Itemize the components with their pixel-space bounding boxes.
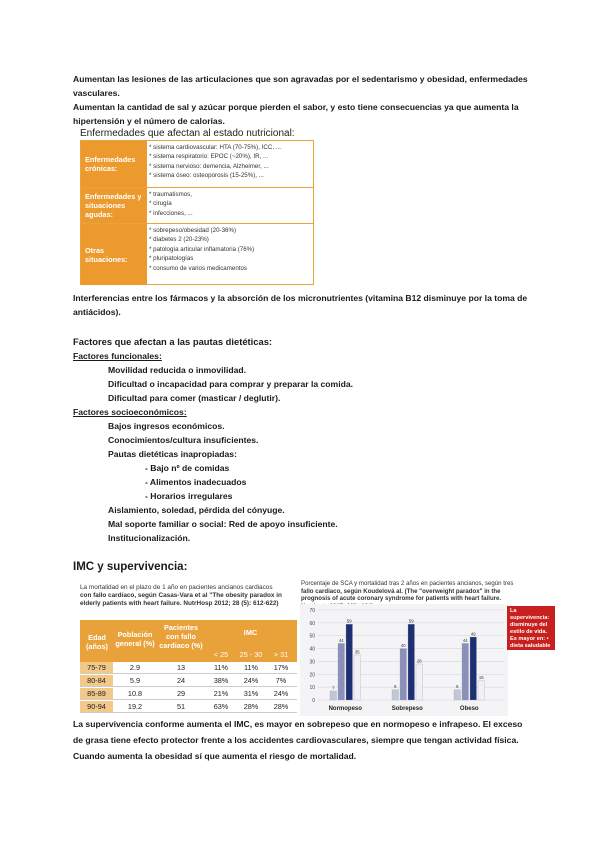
imc-cell: 19.2 bbox=[127, 702, 143, 711]
chart-bar bbox=[416, 664, 423, 700]
intro-line-4: hipertensión y el número de calorías. bbox=[73, 116, 225, 126]
imc-cell-age: 75-79 bbox=[80, 662, 113, 673]
chart-ytick-label: 40 bbox=[309, 646, 315, 653]
chart-bar bbox=[470, 637, 477, 700]
intro-line-3: Aumentan la cantidad de sal y azúcar porque pierden el sabor, y esto tiene consecuencias ya que aumenta la bbox=[73, 102, 519, 112]
chart-title-line: prognosis of acute coronary syndrome for patients with heart failure. bbox=[301, 595, 502, 602]
nutrition-item: * sistema respiratorio: EPOC (~20%), IR, ... bbox=[149, 153, 269, 161]
chart-title-line: fallo cardiaco, según Koudelová al. (The "overweight paradox" in the bbox=[301, 587, 501, 595]
nutrition-table-title: Enfermedades que afectan al estado nutricional: bbox=[80, 128, 295, 139]
nutrition-item: * infecciones, ... bbox=[149, 209, 193, 217]
interference-line-1: Interferencias entre los fármacos y la absorción de los micronutrientes (vitamina B12 disminuye por la toma de bbox=[73, 293, 528, 303]
functional-item: Movilidad reducida o inmovilidad. bbox=[108, 365, 246, 375]
imc-bar-chart bbox=[300, 604, 508, 716]
chart-bar bbox=[478, 681, 485, 700]
imc-cell: 28% bbox=[243, 702, 259, 711]
chart-category-label: Sobrepeso bbox=[391, 706, 423, 712]
imc-cell: 11% bbox=[243, 663, 259, 672]
chart-bar bbox=[400, 649, 407, 700]
imc-cell: 17% bbox=[273, 663, 289, 672]
chart-bar bbox=[454, 690, 461, 700]
imc-row bbox=[80, 688, 297, 700]
closing-line-3: Cuando aumenta la obesidad sí que aumenta el riesgo de mortalidad. bbox=[73, 751, 357, 761]
imc-row bbox=[80, 701, 297, 713]
imc-table-header bbox=[80, 620, 297, 662]
chart-data-label: 49 bbox=[470, 631, 476, 637]
imc-row bbox=[80, 662, 297, 674]
chart-data-label: 40 bbox=[400, 643, 406, 649]
chart-data-label: 44 bbox=[462, 637, 468, 643]
imc-cell: 13 bbox=[176, 663, 186, 672]
chart-ytick-label: 0 bbox=[312, 698, 315, 704]
imc-cell-age: 80-84 bbox=[80, 675, 113, 686]
nutrition-item: * cirugía bbox=[149, 200, 172, 208]
chart-title-line: Porcentaje de SCA y mortalidad tras 2 años en pacientes ancianos, según tres bbox=[301, 580, 514, 587]
functional-label-text: Factores funcionales bbox=[73, 351, 159, 361]
nutrition-row-other bbox=[81, 223, 313, 285]
chart-bar bbox=[338, 643, 345, 700]
imc-cell: 5.9 bbox=[129, 676, 141, 685]
chart-ytick-label: 30 bbox=[309, 659, 315, 666]
nutrition-category: Otras situaciones: bbox=[81, 224, 147, 285]
socio-item: Bajos ingresos económicos. bbox=[108, 421, 225, 431]
chart-bar bbox=[330, 691, 337, 700]
chart-data-label: 59 bbox=[346, 618, 352, 624]
imc-cell: 10.8 bbox=[127, 689, 143, 698]
imc-cell: 31% bbox=[243, 689, 259, 698]
nutrition-item: * sobrepeso/obesidad (20-36%) bbox=[149, 227, 237, 234]
nutrition-item: * consumo de varios medicamentos bbox=[149, 264, 248, 272]
survival-note-box: La supervivencia: disminuye del estilo de vida. Es mayor en: • dieta saludable • actividad física bbox=[507, 606, 555, 650]
imc-header-c3: > 31 bbox=[273, 650, 289, 659]
imc-cell: 51 bbox=[176, 702, 186, 711]
socio-sub-item: - Horarios irregulares bbox=[145, 491, 233, 501]
socio-sub-item: - Bajo nº de comidas bbox=[145, 463, 230, 473]
imc-cell: 21% bbox=[213, 689, 229, 698]
intro-line-2: vasculares. bbox=[73, 88, 120, 98]
interference-line-2: antiácidos). bbox=[73, 307, 121, 317]
socio-sub-item: - Alimentos inadecuados bbox=[145, 477, 247, 487]
nutrition-item: * sistema nervioso: demencia, Alzheimer, ... bbox=[149, 162, 269, 170]
nutrition-category: Enfermedades y situaciones agudas: bbox=[81, 188, 147, 223]
chart-ytick-label: 70 bbox=[309, 608, 315, 614]
imc-cell: 11% bbox=[213, 663, 229, 672]
nutrition-item: * pluripatologías bbox=[149, 255, 194, 263]
chart-category-label: Obeso bbox=[459, 706, 479, 712]
chart-bar bbox=[354, 655, 361, 700]
factors-heading: Factores que afectan a las pautas dietéticas: bbox=[73, 336, 273, 347]
imc-cell: 24% bbox=[273, 689, 289, 698]
imc-header-pop: Población general (%) bbox=[115, 630, 155, 648]
chart-bar bbox=[346, 624, 353, 700]
imc-cell: 24% bbox=[243, 676, 259, 685]
chart-bar bbox=[392, 690, 399, 700]
imc-row bbox=[80, 675, 297, 687]
nutrition-row-acute bbox=[81, 187, 313, 223]
imc-cell: 28% bbox=[273, 702, 289, 711]
intro-line-1: Aumentan las lesiones de las articulaciones que son agravadas por el sedentarismo y obesidad, enfermedades bbox=[73, 74, 528, 84]
nutrition-item: * sistema óseo: osteoporosis (15-25%), ... bbox=[149, 172, 264, 180]
chart-category-label: Normopeso bbox=[328, 706, 362, 712]
chart-data-label: 59 bbox=[408, 618, 414, 624]
imc-header-patients: Pacientes con fallo cardiaco (%) bbox=[159, 623, 203, 650]
imc-heading: IMC y supervivencia: bbox=[73, 561, 188, 573]
nutrition-item: * traumatismos, bbox=[149, 191, 192, 198]
chart-ytick-label: 10 bbox=[309, 685, 315, 692]
nutrition-item: * patología articular inflamatoria (76%) bbox=[149, 245, 255, 253]
imc-cell-age: 85-89 bbox=[80, 688, 113, 699]
imc-cell: 29 bbox=[176, 689, 186, 698]
chart-ytick-label: 20 bbox=[309, 672, 315, 679]
functional-item: Dificultad o incapacidad para comprar y preparar la comida. bbox=[108, 379, 354, 389]
nutrition-category: Enfermedades crónicas: bbox=[81, 141, 147, 187]
chart-data-label: 15 bbox=[478, 675, 484, 681]
imc-cell: 7% bbox=[275, 676, 287, 685]
nutrition-row-chronic bbox=[81, 141, 313, 187]
chart-ytick-label: 50 bbox=[309, 633, 315, 640]
socio-item: Aislamiento, soledad, pérdida del cónyuge. bbox=[108, 505, 285, 515]
imc-note-line: con fallo cardíaco, según Casas-Vara et al "The obesity paradox in bbox=[80, 592, 282, 600]
socio-item: Institucionalización. bbox=[108, 533, 191, 543]
chart-data-label: 8 bbox=[394, 684, 397, 690]
closing-line-1: La supervivencia conforme aumenta el IMC, es mayor en sobrepeso que en normopeso e infrapeso. El exceso bbox=[73, 719, 523, 729]
imc-cell-age: 90-94 bbox=[80, 701, 113, 712]
chart-data-label: 28 bbox=[416, 658, 422, 664]
nutrition-item: * sistema cardiovascular: HTA (70-75%), ICC, ... bbox=[149, 144, 281, 151]
imc-cell: 38% bbox=[213, 676, 229, 685]
imc-note bbox=[80, 584, 290, 609]
socio-label: Factores socioeconómicos: bbox=[73, 407, 187, 417]
chart-bar bbox=[408, 624, 415, 700]
chart-data-label: 7 bbox=[332, 685, 335, 691]
socio-item: Conocimientos/cultura insuficientes. bbox=[108, 435, 259, 445]
chart-bar bbox=[462, 643, 469, 700]
functional-label: Factores funcionales: bbox=[73, 351, 162, 361]
chart-ytick-label: 60 bbox=[309, 620, 315, 627]
imc-header-c1: < 25 bbox=[213, 650, 229, 659]
nutrition-item: * diabetes 2 (20-23%) bbox=[149, 236, 209, 244]
nutrition-table bbox=[80, 140, 314, 285]
imc-cell: 2.9 bbox=[129, 663, 141, 672]
imc-cell: 63% bbox=[213, 702, 229, 711]
imc-table bbox=[80, 620, 297, 714]
imc-header-age: Edad (años) bbox=[86, 633, 108, 651]
socio-item: Pautas dietéticas inapropiadas: bbox=[108, 449, 237, 459]
imc-header-imc: IMC bbox=[243, 628, 258, 637]
socio-label-text: Factores socioeconómicos bbox=[73, 407, 184, 417]
chart-data-label: 35 bbox=[354, 649, 360, 655]
imc-note-line: elderly patients with heart failure. NutrHosp 2012; 28 (5): 612-622) bbox=[80, 600, 279, 608]
imc-note-line: La mortalidad en el plazo de 1 año en pacientes ancianos cardiacos bbox=[80, 584, 273, 591]
imc-cell: 24 bbox=[176, 676, 186, 685]
chart-data-label: 8 bbox=[456, 684, 459, 690]
functional-item: Dificultad para comer (masticar / deglutir). bbox=[108, 393, 281, 403]
closing-line-2: de grasa tiene efecto protector frente a los accidentes cardiovasculares, siempre que tengan actividad física. bbox=[73, 735, 519, 745]
imc-header-c2: 25 - 30 bbox=[239, 650, 263, 659]
socio-item: Mal soporte familiar o social: Red de apoyo insuficiente. bbox=[108, 519, 338, 529]
chart-data-label: 44 bbox=[338, 637, 344, 643]
